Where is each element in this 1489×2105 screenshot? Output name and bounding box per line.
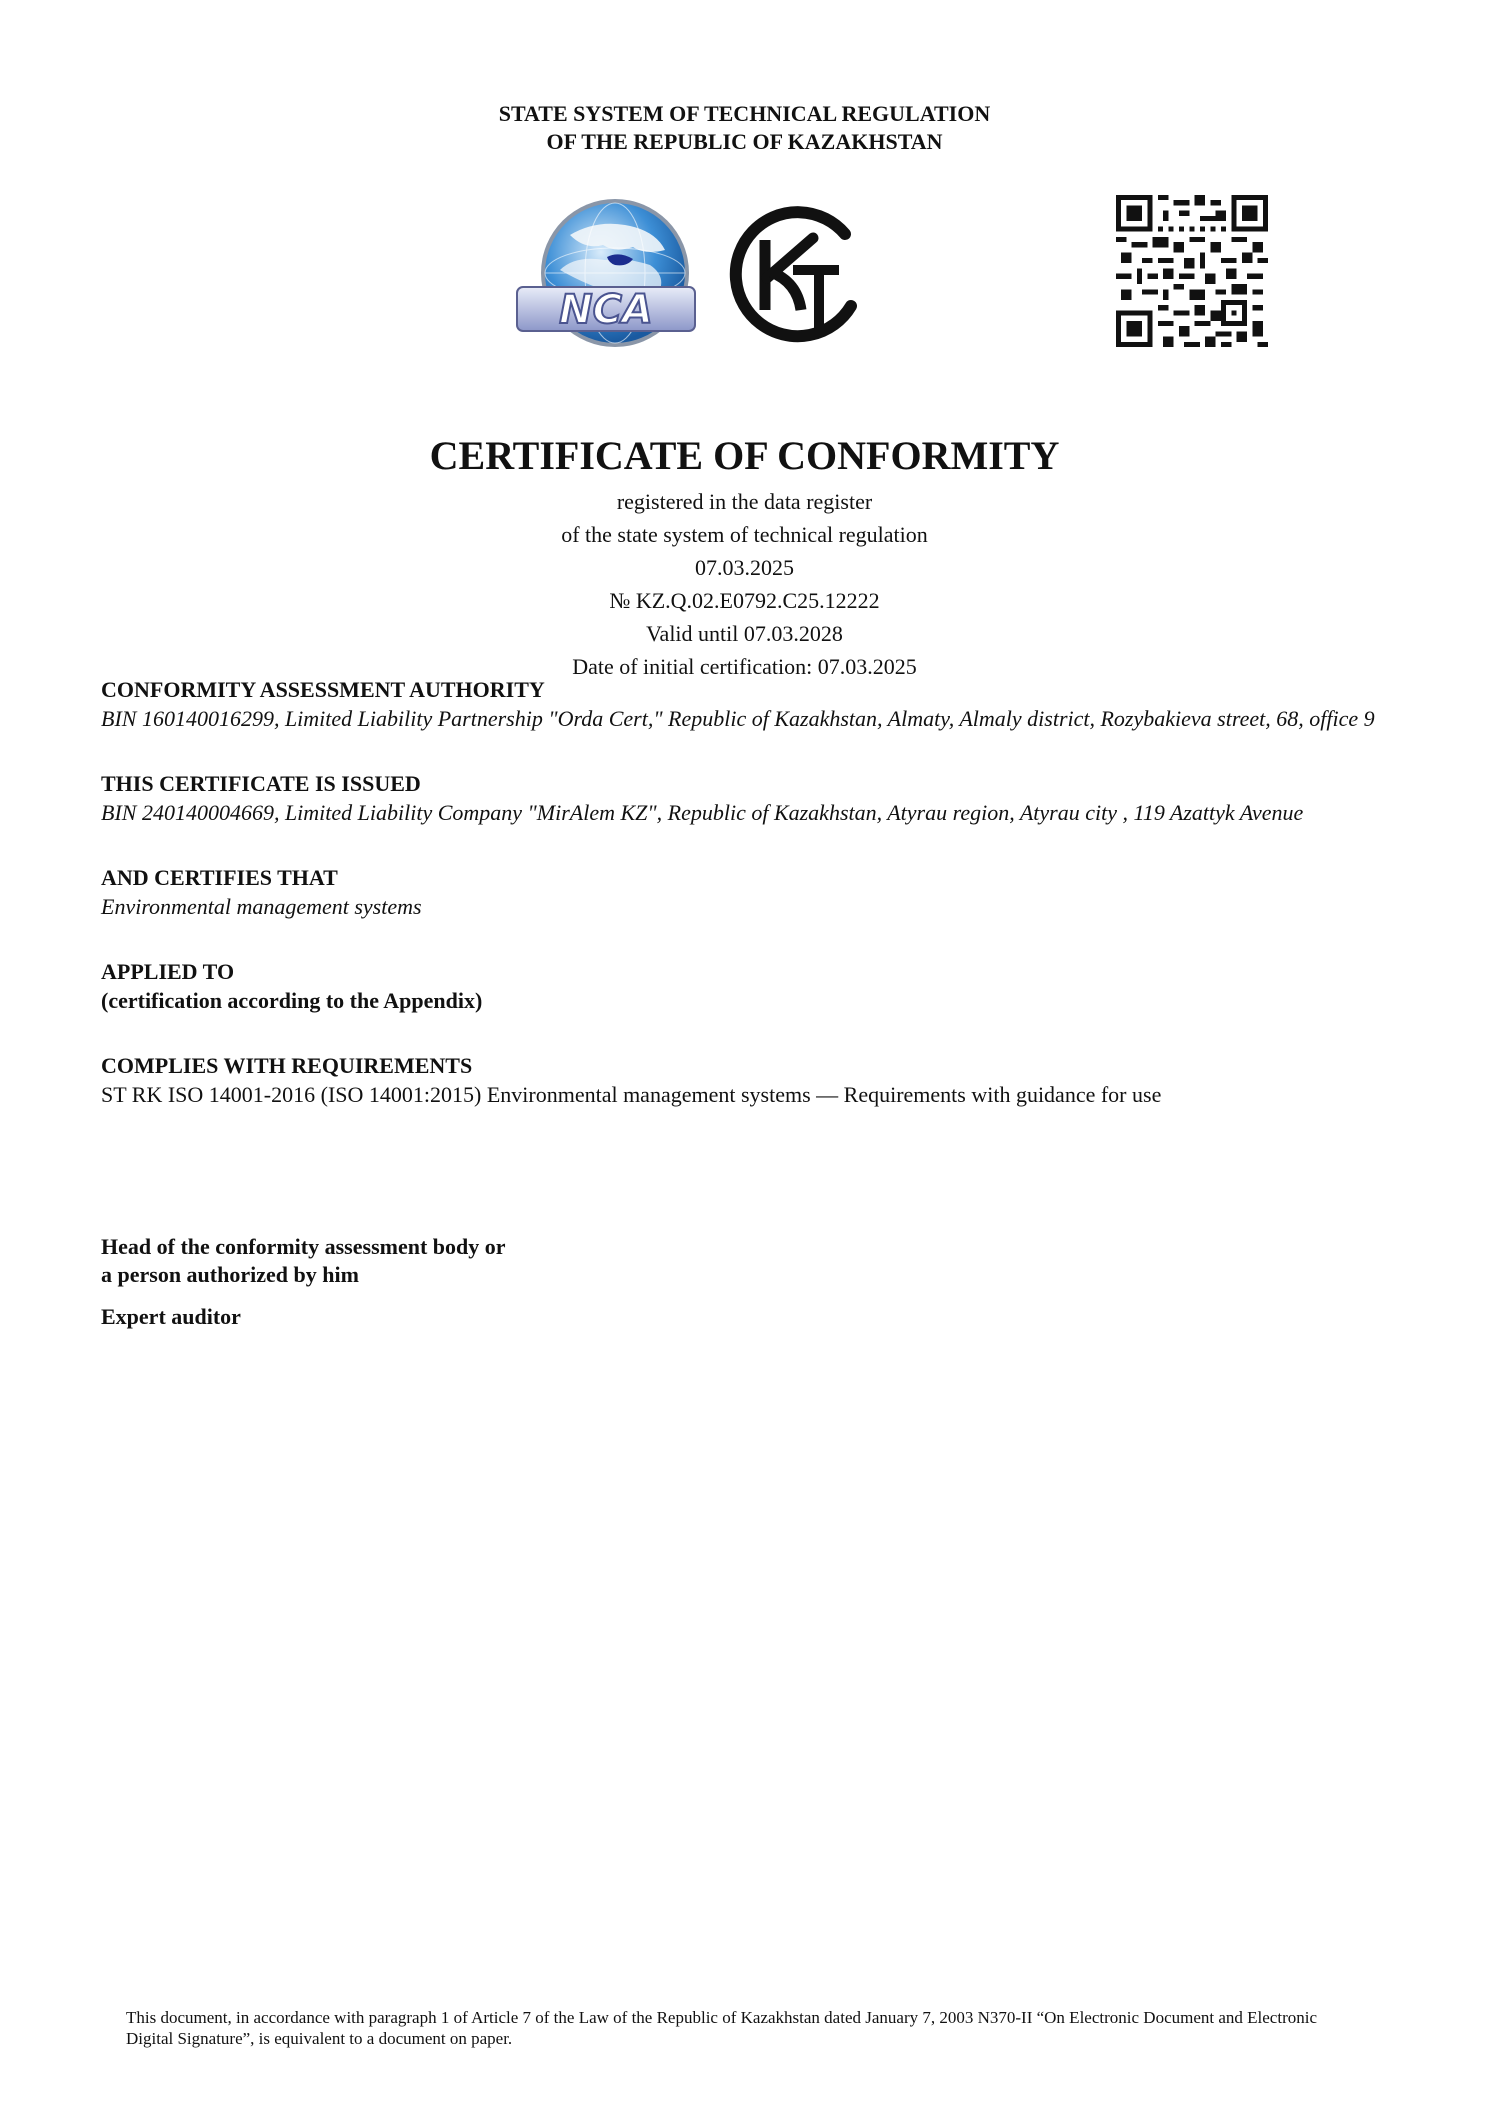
qr-code-icon — [1116, 195, 1268, 347]
applied-section — [101, 957, 1393, 1015]
kt-conformity-mark-icon — [727, 200, 867, 348]
registration-line-1: registered in the data register — [616, 489, 873, 514]
certifies-title: AND CERTIFIES THAT — [101, 865, 338, 890]
issued-body: BIN 240140004669, Limited Liability Company "MirAlem KZ", Republic of Kazakhstan, Atyrau region, Atyrau city , 119 Azattyk Avenue — [101, 800, 1304, 825]
registration-line-2: of the state system of technical regulation — [561, 522, 928, 547]
header-line-1: STATE SYSTEM OF TECHNICAL REGULATION — [498, 101, 991, 126]
certifies-body: Environmental management systems — [101, 894, 422, 919]
applied-title: APPLIED TO — [101, 959, 235, 984]
complies-section — [101, 1051, 1393, 1109]
issued-title: THIS CERTIFICATE IS ISSUED — [101, 771, 421, 796]
expert-auditor: Expert auditor — [101, 1304, 241, 1329]
certificate-sections — [101, 675, 1393, 1109]
authority-body: BIN 160140016299, Limited Liability Partnership "Orda Cert," Republic of Kazakhstan, Almaty, Almaly district, Rozybakieva street, 68, office 9 — [101, 706, 1375, 731]
registration-date: 07.03.2025 — [695, 555, 794, 580]
legal-footer: This document, in accordance with paragraph 1 of Article 7 of the Law of the Republic of Kazakhstan dated January 7, 2003 N370-II “On Electronic Document and Electronic Digital Signature”, is equivalent to a document on paper. — [126, 2008, 1317, 2048]
registration-info — [0, 485, 1489, 683]
head-signatory-line-2: a person authorized by him — [101, 1262, 359, 1287]
header-line-2: OF THE REPUBLIC OF KAZAKHSTAN — [546, 129, 943, 154]
certificate-title: CERTIFICATE OF CONFORMITY — [429, 433, 1060, 478]
authority-title: CONFORMITY ASSESSMENT AUTHORITY — [101, 677, 545, 702]
applied-body: (certification according to the Appendix) — [101, 988, 483, 1013]
nca-logo-text: NCA — [559, 287, 653, 333]
certificate-number: № KZ.Q.02.E0792.C25.12222 — [609, 588, 880, 613]
signature-block — [101, 1233, 801, 1331]
state-system-header — [0, 100, 1489, 156]
initial-certification-date: Date of initial certification: 07.03.2025 — [572, 654, 917, 679]
valid-until: Valid until 07.03.2028 — [646, 621, 843, 646]
complies-body: ST RK ISO 14001-2016 (ISO 14001:2015) Environmental management systems — Requirements with guidance for use — [101, 1082, 1162, 1107]
complies-title: COMPLIES WITH REQUIREMENTS — [101, 1053, 473, 1078]
logo-row — [0, 195, 1489, 355]
issued-section — [101, 769, 1393, 827]
authority-section — [101, 675, 1393, 733]
certifies-section — [101, 863, 1393, 921]
head-signatory-line-1: Head of the conformity assessment body or — [101, 1234, 506, 1259]
nca-globe-logo — [515, 195, 697, 350]
